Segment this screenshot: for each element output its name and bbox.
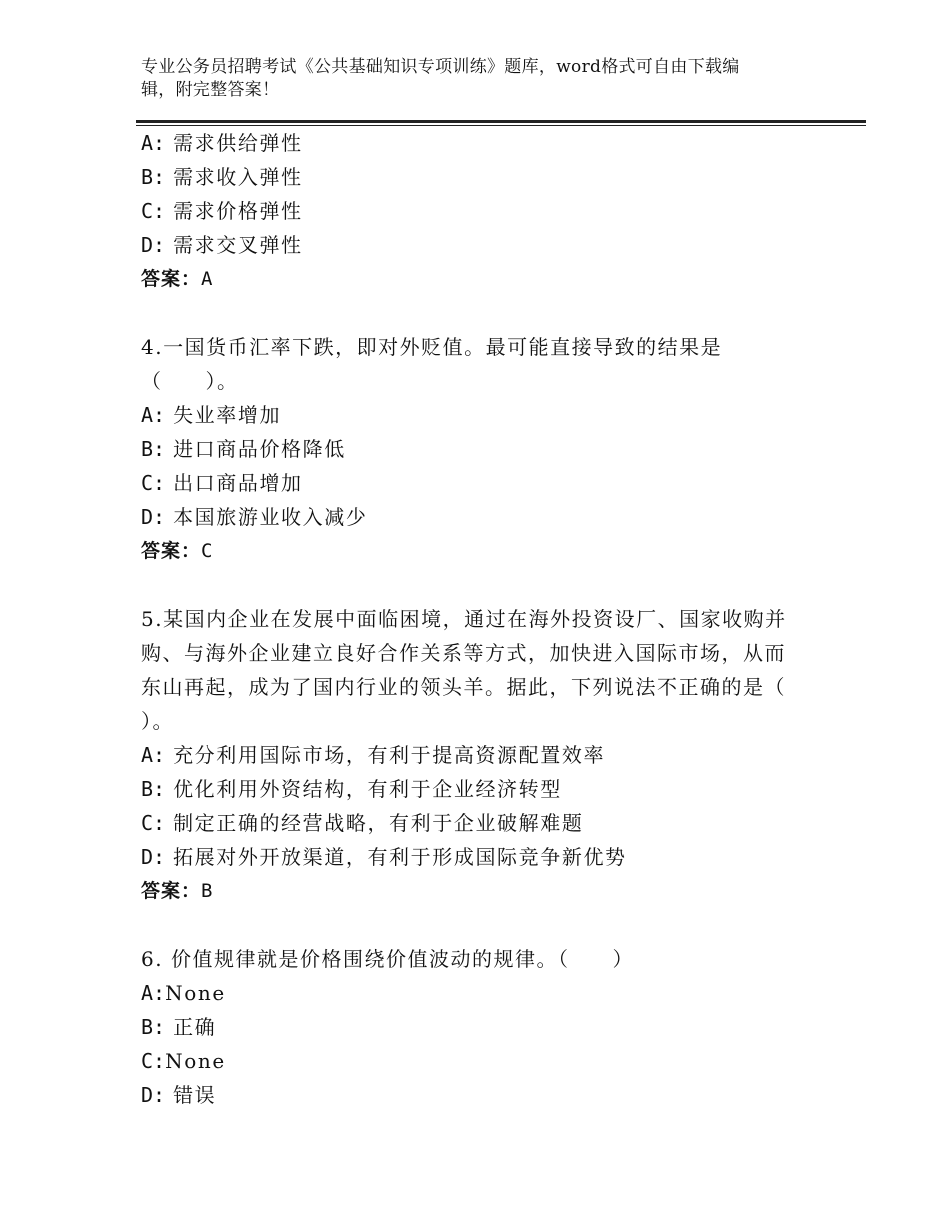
option-label: A: [141,131,166,155]
answer-label: 答案： [141,540,202,562]
option-text: 进口商品价格降低 [173,437,346,461]
question-5-answer [141,874,821,908]
stem-line: 5.某国内企业在发展中面临困境，通过在海外投资设厂、国家收购并 [141,607,787,631]
answer-label: 答案： [141,880,202,902]
option-c [141,806,821,840]
option-c [141,194,821,228]
option-d [141,1078,821,1112]
option-text: 正确 [173,1015,217,1039]
option-text: 错误 [173,1083,217,1107]
question-6-options [141,976,821,1112]
option-b [141,1010,821,1044]
option-text: 优化利用外资结构，有利于企业经济转型 [173,777,562,801]
option-label: D: [141,1083,166,1107]
option-text: 充分利用国际市场，有利于提高资源配置效率 [173,743,606,767]
question-3-options [141,126,821,262]
question-3-answer [141,262,821,296]
question-content [141,126,821,1112]
document-header [141,56,801,102]
question-5-options [141,738,821,874]
spacer [141,908,821,942]
option-label: B: [141,777,166,801]
option-text: 本国旅游业收入减少 [173,505,368,529]
option-text: 需求交叉弹性 [173,233,303,257]
header-divider-thick [136,120,866,123]
option-b [141,772,821,806]
option-a [141,398,821,432]
option-text: 需求收入弹性 [173,165,303,189]
option-label: D: [141,505,166,529]
question-4-options [141,398,821,534]
option-c [141,1044,821,1078]
option-b [141,160,821,194]
option-label: C: [141,811,166,835]
option-label: A: [141,981,166,1005]
option-text: 需求价格弹性 [173,199,303,223]
answer-value: A [201,268,214,290]
option-text: 失业率增加 [173,403,282,427]
option-a [141,738,821,772]
answer-value: C [201,540,214,562]
option-d [141,840,821,874]
option-b [141,432,821,466]
option-label: A: [141,743,166,767]
option-label: A: [141,403,166,427]
option-text: 需求供给弹性 [173,131,303,155]
option-text: None [165,981,226,1005]
spacer [141,296,821,330]
option-label: C: [141,1049,166,1073]
option-label: D: [141,845,166,869]
option-label: B: [141,165,166,189]
option-text: None [165,1049,226,1073]
option-d [141,500,821,534]
option-label: C: [141,471,166,495]
question-4-stem [141,330,821,398]
header-line-2: 辑，附完整答案！ [141,80,280,100]
header-line-1: 专业公务员招聘考试《公共基础知识专项训练》题库，word格式可自由下载编 [141,57,740,77]
option-c [141,466,821,500]
answer-value: B [201,880,214,902]
stem-line: 6. 价值规律就是价格围绕价值波动的规律。（ ） [141,947,634,971]
spacer [141,568,821,602]
stem-line: 购、与海外企业建立良好合作关系等方式，加快进入国际市场，从而 [141,641,786,665]
option-text: 拓展对外开放渠道，有利于形成国际竞争新优势 [173,845,627,869]
option-text: 制定正确的经营战略，有利于企业破解难题 [173,811,584,835]
option-a [141,126,821,160]
answer-label: 答案： [141,268,202,290]
stem-line: ）。 [141,709,174,733]
stem-line: 4.一国货币汇率下跌，即对外贬值。最可能直接导致的结果是 [141,335,723,359]
option-label: C: [141,199,166,223]
option-label: B: [141,1015,166,1039]
stem-line: （ ）。 [141,369,239,393]
question-5-stem [141,602,821,738]
option-label: B: [141,437,166,461]
question-4-answer [141,534,821,568]
option-a [141,976,821,1010]
stem-line: 东山再起，成为了国内行业的领头羊。据此，下列说法不正确的是（ [141,675,786,699]
question-6-stem [141,942,821,976]
option-d [141,228,821,262]
option-label: D: [141,233,166,257]
option-text: 出口商品增加 [173,471,303,495]
